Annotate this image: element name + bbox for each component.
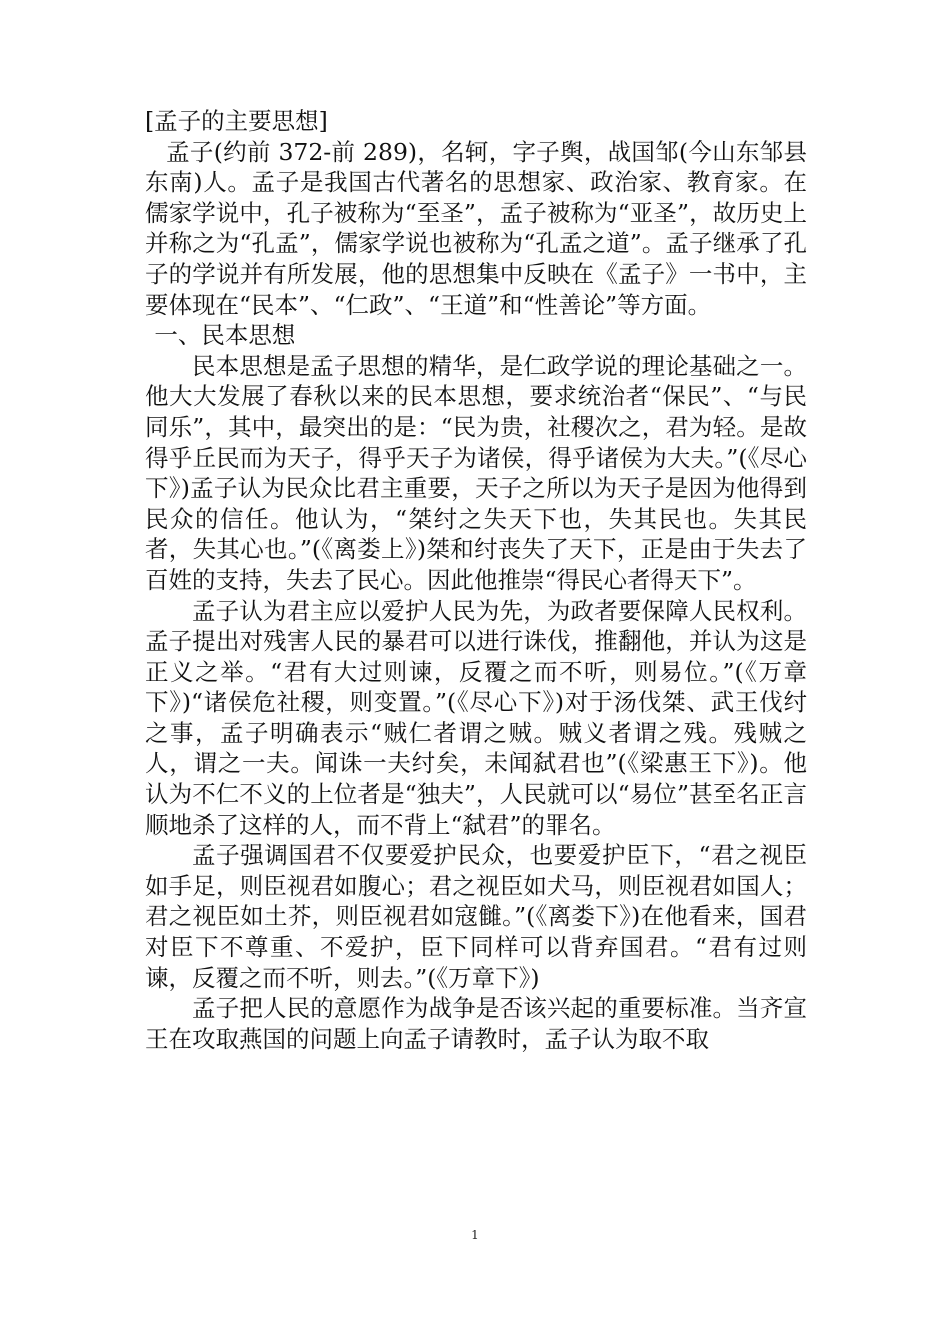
body-paragraph-3: 孟子强调国君不仅要爱护民众，也要爱护臣下，“君之视臣如手足，则臣视君如腹心；君之视臣如犬马，则臣视君如国人；君之视臣如土芥，则臣视君如寇雠。”(《离娄下》)在他看来，国君对臣下不尊重、不爱护，臣下同样可以背弃国君。“君有过则谏，反覆之而不听，则去。”(《万章下》) [145, 841, 807, 992]
body-paragraph-1: 民本思想是孟子思想的精华，是仁政学说的理论基础之一。他大大发展了春秋以来的民本思想，要求统治者“保民”、“与民同乐”，其中，最突出的是：“民为贵，社稷次之，君为轻。是故得乎丘民而为天子，得乎天子为诸侯，得乎诸侯为大夫。”(《尽心下》)孟子认为民众比君主重要，天子之所以为天子是因为他得到民众的信任。他认为，“桀纣之失天下也，失其民也。失其民者，失其心也。”(《离娄上》)桀和纣丧失了天下，正是由于失去了百姓的支持，失去了民心。因此他推崇“得民心者得天下”。 [145, 351, 807, 594]
document-body [145, 106, 807, 1054]
page-number: 1 [471, 1228, 479, 1242]
body-paragraph-2: 孟子认为君主应以爱护人民为先，为政者要保障人民权利。孟子提出对残害人民的暴君可以进行诛伐，推翻他，并认为这是正义之举。“君有大过则谏，反覆之而不听，则易位。”(《万章下》)“诸侯危社稷，则变置。”(《尽心下》)对于汤伐桀、武王伐纣之事，孟子明确表示“贼仁者谓之贼。贼义者谓之残。残贼之人，谓之一夫。闻诛一夫纣矣，未闻弑君也”(《梁惠王下》)。他认为不仁不义的上位者是“独夫”，人民就可以“易位”甚至名正言顺地杀了这样的人，而不背上“弑君”的罪名。 [145, 596, 807, 839]
section-title: 一、民本思想 [154, 321, 296, 350]
document-heading: [孟子的主要思想] [145, 107, 328, 135]
intro-paragraph: 孟子(约前 372-前 289)，名轲，字子舆，战国邹(今山东邹县东南)人。孟子是我国古代著名的思想家、政治家、教育家。在儒家学说中，孔子被称为“至圣”，孟子被称为“亚圣”，故历史上并称之为“孔孟”，儒家学说也被称为“孔孟之道”。孟子继承了孔子的学说并有所发展，他的思想集中反映在《孟子》一书中，主要体现在“民本”、“仁政”、“王道”和“性善论”等方面。 [145, 137, 807, 319]
body-paragraph-4: 孟子把人民的意愿作为战争是否该兴起的重要标准。当齐宣王在攻取燕国的问题上向孟子请教时，孟子认为取不取 [145, 994, 807, 1053]
